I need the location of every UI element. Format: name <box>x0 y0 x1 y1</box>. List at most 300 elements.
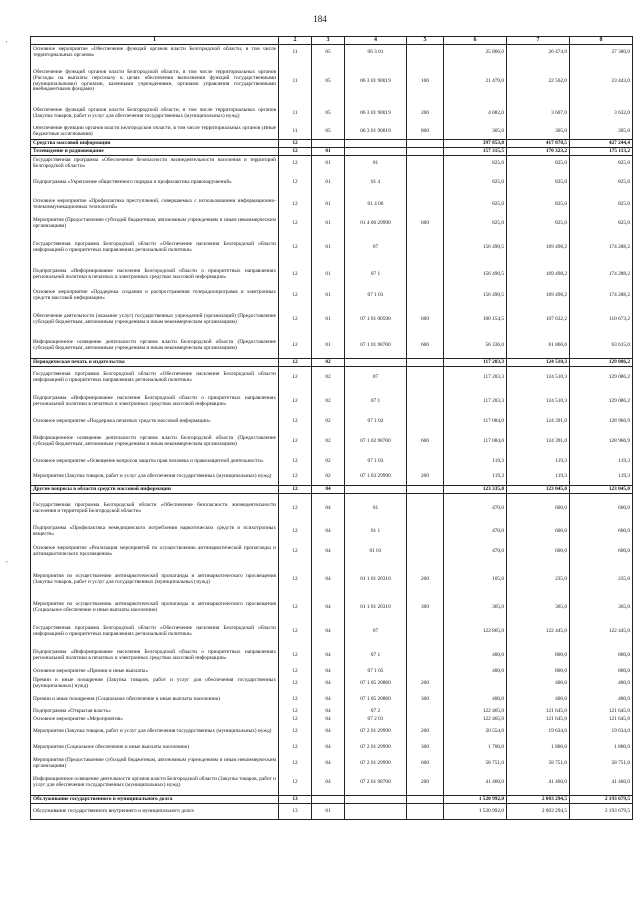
row-amount-year1: 122 865,0 <box>444 620 507 644</box>
table-row <box>31 796 633 804</box>
row-expense-code: 200 <box>407 564 444 596</box>
row-amount-year2: 122 445,0 <box>507 620 570 644</box>
row-section-code: 12 <box>279 668 312 676</box>
row-name: Премии и иные поощрения (Закупка товаров, работ и услуг для обеспечения государственных (муниципальных) нужд) <box>31 676 279 692</box>
table-row <box>31 804 633 820</box>
row-amount-year1: 1 700,0 <box>444 740 507 756</box>
table-row <box>31 772 633 796</box>
row-amount-year1: 100 154,5 <box>444 305 507 335</box>
row-subsection-code: 04 <box>312 494 345 524</box>
row-amount-year2: 2 003 294,5 <box>507 796 570 804</box>
row-target-code: 01 4 <box>345 172 407 194</box>
row-amount-year1: 122 465,0 <box>444 716 507 724</box>
row-name: Подпрограмма «Укрепление общественного порядка и профилактика правонарушений» <box>31 172 279 194</box>
row-amount-year3: 825,0 <box>570 194 633 216</box>
row-amount-year1: 122 465,0 <box>444 708 507 716</box>
col-header-amount-year1: 6 <box>444 37 507 45</box>
row-amount-year1: 825,0 <box>444 194 507 216</box>
row-expense-code: 200 <box>407 102 444 126</box>
row-target-code: 07 1 01 00590 <box>345 305 407 335</box>
row-amount-year1: 119,3 <box>444 470 507 486</box>
row-target-code: 07 2 01 29990 <box>345 740 407 756</box>
row-subsection-code: 05 <box>312 126 345 140</box>
table-row <box>31 494 633 524</box>
col-header-amount-year3: 8 <box>570 37 633 45</box>
row-expense-code <box>407 367 444 390</box>
row-expense-code: 200 <box>407 724 444 740</box>
row-amount-year1: 123 335,0 <box>444 486 507 494</box>
row-target-code: 07 1 <box>345 264 407 287</box>
row-subsection-code: 01 <box>312 148 345 156</box>
row-amount-year2: 61 866,0 <box>507 335 570 359</box>
row-amount-year2: 121 645,0 <box>507 716 570 724</box>
row-amount-year2: 825,0 <box>507 194 570 216</box>
row-amount-year2: 124 510,3 <box>507 390 570 414</box>
row-amount-year1: 825,0 <box>444 216 507 233</box>
row-expense-code: 600 <box>407 335 444 359</box>
row-amount-year3: 825,0 <box>570 216 633 233</box>
row-amount-year3: 1 800,0 <box>570 740 633 756</box>
row-target-code: 07 <box>345 233 407 264</box>
table-row <box>31 305 633 335</box>
margin-mark: , <box>6 556 8 564</box>
row-section-code: 12 <box>279 772 312 796</box>
row-amount-year3: 800,0 <box>570 644 633 668</box>
row-name: Телевидение и радиовещание <box>31 148 279 156</box>
row-subsection-code: 04 <box>312 486 345 494</box>
row-amount-year1: 119,3 <box>444 454 507 470</box>
row-target-code: 07 1 03 <box>345 454 407 470</box>
row-target-code: 07 2 01 29990 <box>345 756 407 772</box>
row-target-code: 06 3 01 90019 <box>345 102 407 126</box>
row-amount-year2: 600,0 <box>507 494 570 524</box>
row-name: Подпрограмма «Открытая власть» <box>31 708 279 716</box>
row-amount-year2: 170 323,2 <box>507 148 570 156</box>
row-amount-year3: 27 380,0 <box>570 45 633 62</box>
row-amount-year2: 825,0 <box>507 156 570 172</box>
row-amount-year2: 124 510,3 <box>507 359 570 367</box>
row-target-code: 01 4 06 29990 <box>345 216 407 233</box>
row-target-code: 07 1 <box>345 644 407 668</box>
row-amount-year2: 305,0 <box>507 126 570 140</box>
row-target-code: 07 2 01 98700 <box>345 772 407 796</box>
row-amount-year3: 175 113,2 <box>570 148 633 156</box>
row-subsection-code: 04 <box>312 772 345 796</box>
row-amount-year3: 41 460,0 <box>570 772 633 796</box>
row-name: Мероприятия (Предоставление субсидий бюджетным, автономным учреждениям и иным некоммерческим организациям) <box>31 216 279 233</box>
row-target-code: 07 2 01 <box>345 716 407 724</box>
row-amount-year3: 122 445,0 <box>570 620 633 644</box>
table-row <box>31 454 633 470</box>
row-amount-year3: 174 288,2 <box>570 233 633 264</box>
table-row <box>31 45 633 62</box>
row-amount-year2: 124 510,3 <box>507 367 570 390</box>
row-expense-code <box>407 716 444 724</box>
table-row <box>31 414 633 430</box>
row-amount-year1: 156 490,5 <box>444 264 507 287</box>
row-subsection-code: 05 <box>312 102 345 126</box>
row-amount-year2: 417 878,5 <box>507 140 570 148</box>
row-amount-year3: 121 645,0 <box>570 716 633 724</box>
col-header-subsection: 3 <box>312 37 345 45</box>
row-amount-year1: 305,0 <box>444 126 507 140</box>
row-subsection-code: 04 <box>312 540 345 564</box>
row-target-code <box>345 804 407 820</box>
row-amount-year2: 2 003 294,5 <box>507 804 570 820</box>
row-amount-year2: 124 391,0 <box>507 414 570 430</box>
row-amount-year3: 3 632,0 <box>570 102 633 126</box>
col-header-target-article: 4 <box>345 37 407 45</box>
row-amount-year1: 825,0 <box>444 156 507 172</box>
row-amount-year1: 117 203,3 <box>444 367 507 390</box>
row-target-code <box>345 796 407 804</box>
row-subsection-code: 04 <box>312 716 345 724</box>
row-section-code: 12 <box>279 724 312 740</box>
row-target-code: 01 4 06 <box>345 194 407 216</box>
row-expense-code: 800 <box>407 126 444 140</box>
row-subsection-code: 04 <box>312 620 345 644</box>
row-amount-year1: 400,0 <box>444 692 507 708</box>
table-row <box>31 756 633 772</box>
row-name: Обеспечение функций органов власти Белгородской области, в том числе территориальных органов (Закупка товаров, работ и услуг для обеспечения государственных (муниципальных) нужд) <box>31 102 279 126</box>
table-row <box>31 216 633 233</box>
row-name: Государственная программа Белгородской области «Обеспечение населения Белгородской области информацией о приоритетных направлениях региональной политики» <box>31 367 279 390</box>
row-section-code: 12 <box>279 367 312 390</box>
row-amount-year3: 174 288,2 <box>570 264 633 287</box>
row-amount-year3: 174 288,2 <box>570 287 633 305</box>
row-target-code <box>345 140 407 148</box>
row-target-code: 01 <box>345 156 407 172</box>
row-section-code: 12 <box>279 148 312 156</box>
row-amount-year3: 800,0 <box>570 668 633 676</box>
row-expense-code <box>407 540 444 564</box>
row-name: Государственная программа Белгородской области «Обеспечение безопасности жизнедеятельности населения и территорий Белгородской области» <box>31 494 279 524</box>
row-amount-year2: 400,0 <box>507 692 570 708</box>
col-header-amount-year2: 7 <box>507 37 570 45</box>
table-row <box>31 148 633 156</box>
table-row <box>31 335 633 359</box>
row-name: Подпрограмма «Информирование населения Белгородской области о приоритетных направлениях региональной политики в печатных и электронных средствах массовой информации» <box>31 644 279 668</box>
table-row <box>31 716 633 724</box>
row-expense-code <box>407 45 444 62</box>
table-row <box>31 708 633 716</box>
table-row <box>31 564 633 596</box>
row-target-code: 07 <box>345 367 407 390</box>
row-amount-year2: 19 634,0 <box>507 724 570 740</box>
table-row <box>31 367 633 390</box>
table-row <box>31 390 633 414</box>
row-name: Основное мероприятие «Мероприятия» <box>31 716 279 724</box>
row-name: Обеспечение деятельности (оказание услуг) государственных учреждений (организаций) (Предоставление субсидий бюджетным, автономным учреждениям и иным некоммерческим организациям) <box>31 305 279 335</box>
row-name: Средства массовой информации <box>31 140 279 148</box>
row-amount-year2: 400,0 <box>507 676 570 692</box>
row-name: Мероприятия (Предоставление субсидий бюджетным, автономным учреждениям и иным некоммерческим организациям) <box>31 756 279 772</box>
row-subsection-code: 01 <box>312 305 345 335</box>
row-name: Подпрограмма «Информирование населения Белгородской области о приоритетных направлениях региональной политики в печатных и электронных средствах массовой информации» <box>31 390 279 414</box>
row-amount-year2: 800,0 <box>507 668 570 676</box>
row-amount-year3: 2 193 679,5 <box>570 804 633 820</box>
row-amount-year2: 235,0 <box>507 564 570 596</box>
row-section-code: 12 <box>279 194 312 216</box>
row-section-code: 12 <box>279 305 312 335</box>
row-expense-code <box>407 148 444 156</box>
row-name: Основное мероприятие «Премии и иные выплаты» <box>31 668 279 676</box>
row-target-code: 07 2 01 29990 <box>345 724 407 740</box>
row-subsection-code: 04 <box>312 708 345 716</box>
row-target-code: 01 1 01 20310 <box>345 564 407 596</box>
row-subsection-code: 01 <box>312 172 345 194</box>
row-amount-year2: 825,0 <box>507 216 570 233</box>
row-amount-year1: 1 520 992,0 <box>444 796 507 804</box>
row-amount-year1: 400,0 <box>444 644 507 668</box>
row-subsection-code: 01 <box>312 216 345 233</box>
row-amount-year2: 600,0 <box>507 540 570 564</box>
row-subsection-code: 05 <box>312 62 345 102</box>
row-section-code: 12 <box>279 359 312 367</box>
row-name: Обеспечение функций органов власти Белгородской области, в том числе территориальных органов (Расходы на выплаты персоналу в целях обеспечения выполнения функций государственными (муниципальными) органами, казенными учреждениями, органами управления государственными внебюджетными фондами) <box>31 62 279 102</box>
row-name: Мероприятия (Закупка товаров, работ и услуг для обеспечения государственных (муниципальных) нужд) <box>31 470 279 486</box>
row-subsection-code: 02 <box>312 390 345 414</box>
row-subsection-code: 04 <box>312 756 345 772</box>
row-amount-year3: 400,0 <box>570 692 633 708</box>
row-target-code: 07 1 02 <box>345 414 407 430</box>
row-name: Информационное освещение деятельности органов власти Белгородской области (Предоставление субсидий бюджетным, автономным учреждениям и иным некоммерческим организациям) <box>31 335 279 359</box>
row-name: Мероприятия (Социальное обеспечение и иные выплаты населению) <box>31 740 279 756</box>
row-amount-year1: 117 084,0 <box>444 414 507 430</box>
row-amount-year1: 1 520 992,0 <box>444 804 507 820</box>
row-expense-code <box>407 804 444 820</box>
row-target-code: 07 1 01 <box>345 287 407 305</box>
row-subsection-code: 02 <box>312 470 345 486</box>
row-target-code: 06 3 01 <box>345 45 407 62</box>
table-row <box>31 264 633 287</box>
table-row <box>31 486 633 494</box>
row-target-code <box>345 359 407 367</box>
row-amount-year1: 157 315,5 <box>444 148 507 156</box>
row-expense-code <box>407 390 444 414</box>
row-subsection-code: 01 <box>312 335 345 359</box>
page-number: 184 <box>313 14 327 24</box>
row-amount-year1: 20 554,0 <box>444 724 507 740</box>
row-amount-year3: 121 645,0 <box>570 708 633 716</box>
row-subsection-code: 02 <box>312 359 345 367</box>
row-name: Обеспечение функций органов власти Белгородской области, в том числе территориальных органов (Иные бюджетные ассигнования) <box>31 126 279 140</box>
row-expense-code <box>407 668 444 676</box>
row-section-code: 12 <box>279 524 312 540</box>
row-amount-year3: 825,0 <box>570 156 633 172</box>
row-amount-year1: 117 084,0 <box>444 430 507 454</box>
row-amount-year2: 107 632,2 <box>507 305 570 335</box>
row-subsection-code: 04 <box>312 676 345 692</box>
row-section-code: 12 <box>279 454 312 470</box>
row-name: Премии и иные поощрения (Социальное обеспечение и иные выплаты населению) <box>31 692 279 708</box>
row-subsection-code: 04 <box>312 524 345 540</box>
row-expense-code <box>407 264 444 287</box>
row-expense-code <box>407 796 444 804</box>
row-subsection-code: 02 <box>312 414 345 430</box>
row-amount-year3: 600,0 <box>570 524 633 540</box>
table-row <box>31 724 633 740</box>
row-section-code: 12 <box>279 540 312 564</box>
row-expense-code <box>407 494 444 524</box>
row-target-code: 07 1 05 <box>345 668 407 676</box>
row-amount-year3: 365,0 <box>570 596 633 620</box>
row-amount-year1: 25 866,0 <box>444 45 507 62</box>
row-name: Подпрограмма «Информирование населения Белгородской области о приоритетных направлениях региональной политики в печатных и электронных средствах массовой информации» <box>31 264 279 287</box>
row-section-code: 12 <box>279 564 312 596</box>
row-amount-year3: 128 966,9 <box>570 430 633 454</box>
table-row <box>31 156 633 172</box>
row-subsection-code: 01 <box>312 233 345 264</box>
row-amount-year3: 2 193 679,5 <box>570 796 633 804</box>
row-amount-year2: 825,0 <box>507 172 570 194</box>
row-amount-year3: 63 615,0 <box>570 335 633 359</box>
row-expense-code <box>407 414 444 430</box>
row-amount-year3: 600,0 <box>570 494 633 524</box>
row-target-code: 07 2 <box>345 708 407 716</box>
row-expense-code <box>407 454 444 470</box>
row-expense-code <box>407 486 444 494</box>
table-row <box>31 740 633 756</box>
table-row <box>31 470 633 486</box>
row-amount-year3: 305,0 <box>570 126 633 140</box>
table-row <box>31 692 633 708</box>
row-amount-year3: 129 086,2 <box>570 359 633 367</box>
row-section-code: 12 <box>279 287 312 305</box>
row-name: Основное мероприятие «Поддержка печатных средств массовой информации» <box>31 414 279 430</box>
row-expense-code <box>407 140 444 148</box>
row-section-code: 12 <box>279 470 312 486</box>
row-amount-year1: 21 479,0 <box>444 62 507 102</box>
row-amount-year2: 169 498,2 <box>507 287 570 305</box>
row-target-code: 01 1 01 20310 <box>345 596 407 620</box>
row-section-code: 11 <box>279 62 312 102</box>
budget-table <box>30 36 633 820</box>
row-section-code: 12 <box>279 430 312 454</box>
row-amount-year3: 123 045,0 <box>570 486 633 494</box>
row-target-code: 06 3 01 90019 <box>345 62 407 102</box>
row-amount-year1: 397 853,8 <box>444 140 507 148</box>
row-amount-year3: 600,0 <box>570 540 633 564</box>
row-amount-year3: 129 086,2 <box>570 367 633 390</box>
row-amount-year1: 58 751,0 <box>444 756 507 772</box>
row-target-code: 01 1 <box>345 524 407 540</box>
row-name: Информационное освещение деятельности органов власти Белгородской области (Закупка товаров, работ и услуг для обеспечения государственных (муниципальных) нужд) <box>31 772 279 796</box>
row-amount-year1: 56 336,0 <box>444 335 507 359</box>
row-amount-year2: 22 562,0 <box>507 62 570 102</box>
row-expense-code <box>407 194 444 216</box>
row-subsection-code: 02 <box>312 454 345 470</box>
row-amount-year3: 400,0 <box>570 676 633 692</box>
row-expense-code: 200 <box>407 772 444 796</box>
row-section-code: 12 <box>279 692 312 708</box>
table-row <box>31 126 633 140</box>
row-section-code: 11 <box>279 45 312 62</box>
row-expense-code: 200 <box>407 676 444 692</box>
row-subsection-code: 01 <box>312 264 345 287</box>
row-name: Периодическая печать и издательства <box>31 359 279 367</box>
row-amount-year2: 1 800,0 <box>507 740 570 756</box>
row-amount-year3: 119,3 <box>570 454 633 470</box>
row-name: Основное мероприятие «Обеспечение функций органов власти Белгородской области, в том числе территориальных органов» <box>31 45 279 62</box>
row-subsection-code: 04 <box>312 724 345 740</box>
row-target-code <box>345 148 407 156</box>
table-row <box>31 596 633 620</box>
row-section-code: 12 <box>279 596 312 620</box>
row-amount-year3: 235,0 <box>570 564 633 596</box>
row-expense-code <box>407 233 444 264</box>
row-amount-year3: 19 634,0 <box>570 724 633 740</box>
row-name: Основное мероприятие «Поддержка создания и распространения телерадиопрограмм и электронных средств массовой информации» <box>31 287 279 305</box>
row-section-code: 11 <box>279 126 312 140</box>
row-subsection-code: 05 <box>312 45 345 62</box>
row-section-code: 12 <box>279 620 312 644</box>
row-amount-year2: 119,3 <box>507 470 570 486</box>
row-amount-year3: 128 966,9 <box>570 414 633 430</box>
row-subsection-code: 02 <box>312 367 345 390</box>
row-name: Обслуживание государственного внутреннего и муниципального долга <box>31 804 279 820</box>
row-section-code: 12 <box>279 486 312 494</box>
row-name: Другие вопросы в области средств массовой информации <box>31 486 279 494</box>
row-name: Обслуживание государственного и муниципального долга <box>31 796 279 804</box>
row-section-code: 12 <box>279 494 312 524</box>
row-amount-year2: 169 498,2 <box>507 233 570 264</box>
row-name: Государственная программа Белгородской области «Обеспечение населения Белгородской области информацией о приоритетных направлениях региональной политики» <box>31 233 279 264</box>
row-subsection-code: 04 <box>312 692 345 708</box>
row-expense-code: 600 <box>407 305 444 335</box>
row-amount-year2: 600,0 <box>507 524 570 540</box>
row-expense-code <box>407 287 444 305</box>
row-amount-year1: 470,0 <box>444 524 507 540</box>
row-section-code: 12 <box>279 156 312 172</box>
row-amount-year1: 365,0 <box>444 596 507 620</box>
row-expense-code <box>407 708 444 716</box>
row-target-code: 07 1 02 98700 <box>345 430 407 454</box>
row-amount-year2: 365,0 <box>507 596 570 620</box>
row-expense-code: 100 <box>407 62 444 102</box>
row-section-code: 13 <box>279 804 312 820</box>
table-row <box>31 194 633 216</box>
row-section-code: 12 <box>279 414 312 430</box>
col-header-section: 2 <box>279 37 312 45</box>
col-header-expense-type: 5 <box>407 37 444 45</box>
table-row <box>31 644 633 668</box>
row-expense-code: 200 <box>407 470 444 486</box>
row-expense-code: 300 <box>407 740 444 756</box>
row-section-code: 12 <box>279 140 312 148</box>
table-row <box>31 430 633 454</box>
row-section-code: 12 <box>279 756 312 772</box>
row-section-code: 12 <box>279 390 312 414</box>
table-row <box>31 287 633 305</box>
margin-mark: ' <box>6 40 8 48</box>
row-amount-year2: 3 607,0 <box>507 102 570 126</box>
row-amount-year2: 58 751,0 <box>507 756 570 772</box>
row-expense-code: 300 <box>407 692 444 708</box>
row-expense-code: 600 <box>407 756 444 772</box>
row-section-code: 12 <box>279 676 312 692</box>
row-expense-code: 300 <box>407 596 444 620</box>
row-target-code: 07 1 03 29990 <box>345 470 407 486</box>
row-target-code: 01 <box>345 494 407 524</box>
row-subsection-code: 02 <box>312 430 345 454</box>
table-row <box>31 102 633 126</box>
row-expense-code <box>407 620 444 644</box>
row-amount-year2: 169 498,2 <box>507 264 570 287</box>
row-section-code: 13 <box>279 796 312 804</box>
row-amount-year2: 800,0 <box>507 644 570 668</box>
row-name: Мероприятия (Закупка товаров, работ и услуг для обеспечения государственных (муниципальных) нужд) <box>31 724 279 740</box>
